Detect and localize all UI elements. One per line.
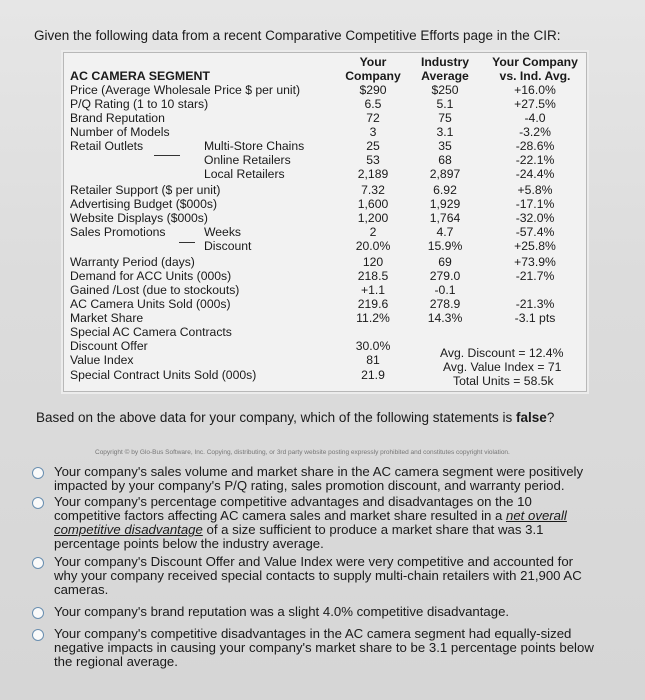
row-label: Website Displays ($000s) [70, 211, 208, 225]
row-label: P/Q Rating (1 to 10 stars) [70, 97, 209, 111]
your-company-value: 120 [362, 255, 384, 269]
row-label: Brand Reputation [70, 111, 165, 125]
total-units-note: Total Units = 58.5k [453, 374, 554, 388]
retail-outlets-dash [154, 155, 180, 156]
vs-industry-value: -57.4% [515, 225, 555, 239]
row-label: AC Camera Units Sold (000s) [70, 297, 231, 311]
radio-button[interactable] [32, 497, 44, 509]
row-label: Sales Promotions [70, 225, 166, 239]
avg-discount-note: Avg. Discount = 12.4% [440, 346, 564, 360]
your-company-value: 21.9 [361, 368, 385, 382]
vs-industry-value: -17.1% [515, 197, 555, 211]
answer-option-text: Your company's sales volume and market share in the AC camera segment were positively impacted by your company's P/Q rating, sales promotion discount, and warranty period. [54, 464, 584, 493]
vs-industry-value: +73.9% [514, 255, 556, 269]
vs-industry-value: +25.8% [514, 239, 556, 253]
industry-average-value: 2,897 [429, 167, 461, 181]
industry-average-value: 279.0 [429, 269, 461, 283]
col-header-vs: Your Company [492, 55, 578, 69]
answer-option-text: Your company's percentage competitive advantages and disadvantages on the 10 competitive factors affecting AC camera sales and market share resulted in a net overall competitive disadvantage of a size sufficient to produce a market share that was 3.1 percentage points below the industry average. [54, 494, 567, 551]
radio-button[interactable] [32, 557, 44, 569]
vs-industry-value: -3.1 pts [514, 311, 556, 325]
question-suffix: ? [546, 410, 555, 425]
answer-option-text: Your company's brand reputation was a slight 4.0% competitive disadvantage. [54, 604, 510, 619]
your-company-value: 2 [369, 225, 377, 239]
row-label: Special Contract Units Sold (000s) [70, 368, 257, 382]
vs-industry-value: -32.0% [515, 211, 555, 225]
radio-button[interactable] [32, 607, 44, 619]
your-company-value: 1,600 [357, 197, 389, 211]
industry-average-value: -0.1 [434, 283, 456, 297]
your-company-value: +1.1 [360, 283, 386, 297]
your-company-value: $290 [359, 83, 387, 97]
col-header-industry: Industry [420, 55, 470, 69]
question-text [36, 410, 554, 425]
copyright-notice: Copyright © by Glo-Bus Software, Inc. Copying, distributing, or 3rd party website posting expressly prohibited and constitutes copyright violation. [95, 449, 510, 456]
row-label: Special AC Camera Contracts [70, 325, 232, 339]
row-label: Price (Average Wholesale Price $ per unit) [70, 83, 301, 97]
your-company-value: 1,200 [357, 211, 389, 225]
segment-title: AC CAMERA SEGMENT [70, 69, 210, 83]
industry-average-value: 4.7 [436, 225, 454, 239]
row-label: Retailer Support ($ per unit) [70, 183, 221, 197]
question-emphasis: false [516, 410, 547, 425]
industry-average-value: 75 [438, 111, 452, 125]
row-label: Advertising Budget ($000s) [70, 197, 218, 211]
cir-data-table [63, 52, 587, 392]
radio-button[interactable] [32, 629, 44, 641]
your-company-value: 6.5 [364, 97, 382, 111]
vs-industry-value: -21.7% [515, 269, 555, 283]
vs-industry-value: -3.2% [519, 125, 551, 139]
your-company-value: 219.6 [357, 297, 389, 311]
row-label: Retail Outlets [70, 139, 144, 153]
row-label: Market Share [70, 311, 144, 325]
row-label: Value Index [70, 353, 134, 367]
vs-industry-value: +27.5% [514, 97, 556, 111]
vs-industry-value: -24.4% [515, 167, 555, 181]
industry-average-value: 6.92 [433, 183, 457, 197]
col-header-vs-2: vs. Ind. Avg. [499, 69, 571, 83]
industry-average-value: 14.3% [427, 311, 463, 325]
your-company-value: 218.5 [357, 269, 389, 283]
your-company-value: 30.0% [355, 339, 391, 353]
row-label: Demand for ACC Units (000s) [70, 269, 232, 283]
industry-average-value: 3.1 [436, 125, 454, 139]
your-company-value: 11.2% [356, 311, 390, 325]
your-company-value: 81 [366, 353, 380, 367]
col-header-your-2: Company [345, 69, 401, 83]
row-sublabel: Weeks [204, 225, 242, 239]
row-label: Warranty Period (days) [70, 255, 195, 269]
vs-industry-value: -22.1% [515, 153, 555, 167]
industry-average-value: 35 [438, 139, 452, 153]
col-header-your: Your [359, 55, 387, 69]
vs-industry-value: -28.6% [515, 139, 555, 153]
row-sublabel: Discount [204, 239, 252, 253]
industry-average-value: 69 [438, 255, 452, 269]
row-sublabel: Multi-Store Chains [204, 139, 305, 153]
your-company-value: 7.32 [361, 183, 385, 197]
row-label: Number of Models [70, 125, 170, 139]
vs-industry-value: -21.3% [515, 297, 555, 311]
industry-average-value: 15.9% [427, 239, 463, 253]
industry-average-value: 1,929 [429, 197, 461, 211]
your-company-value: 20.0% [355, 239, 391, 253]
vs-industry-value: -4.0 [524, 111, 546, 125]
vs-industry-value: +5.8% [517, 183, 553, 197]
your-company-value: 2,189 [357, 167, 389, 181]
radio-button[interactable] [32, 467, 44, 479]
your-company-value: 25 [366, 139, 380, 153]
your-company-value: 53 [366, 153, 380, 167]
row-label: Gained /Lost (due to stockouts) [70, 283, 240, 297]
answer-option-text: Your company's competitive disadvantages in the AC camera segment had equally-sized negative impacts in causing your company's market share to be 3.1 percentage points below the regional average. [54, 626, 594, 669]
industry-average-value: 68 [438, 153, 452, 167]
answer-option-text: Your company's Discount Offer and Value Index were very competitive and accounted for why your company received special contacts to supply multi-chain retailers with 21,900 AC cameras. [54, 554, 582, 597]
industry-average-value: 1,764 [429, 211, 461, 225]
row-label: Discount Offer [70, 339, 148, 353]
industry-average-value: 278.9 [429, 297, 461, 311]
sales-promotions-dash [179, 242, 195, 243]
industry-average-value: $250 [431, 83, 459, 97]
your-company-value: 3 [369, 125, 377, 139]
row-sublabel: Online Retailers [204, 153, 291, 167]
industry-average-value: 5.1 [436, 97, 454, 111]
col-header-industry-2: Average [421, 69, 469, 83]
vs-industry-value: +16.0% [514, 83, 556, 97]
question-prompt: Given the following data from a recent Comparative Competitive Efforts page in the CIR: [34, 28, 561, 43]
question-prefix: Based on the above data for your company, which of the following statements is [36, 410, 517, 425]
avg-value-index-note: Avg. Value Index = 71 [443, 360, 562, 374]
your-company-value: 72 [366, 111, 380, 125]
row-sublabel: Local Retailers [204, 167, 285, 181]
